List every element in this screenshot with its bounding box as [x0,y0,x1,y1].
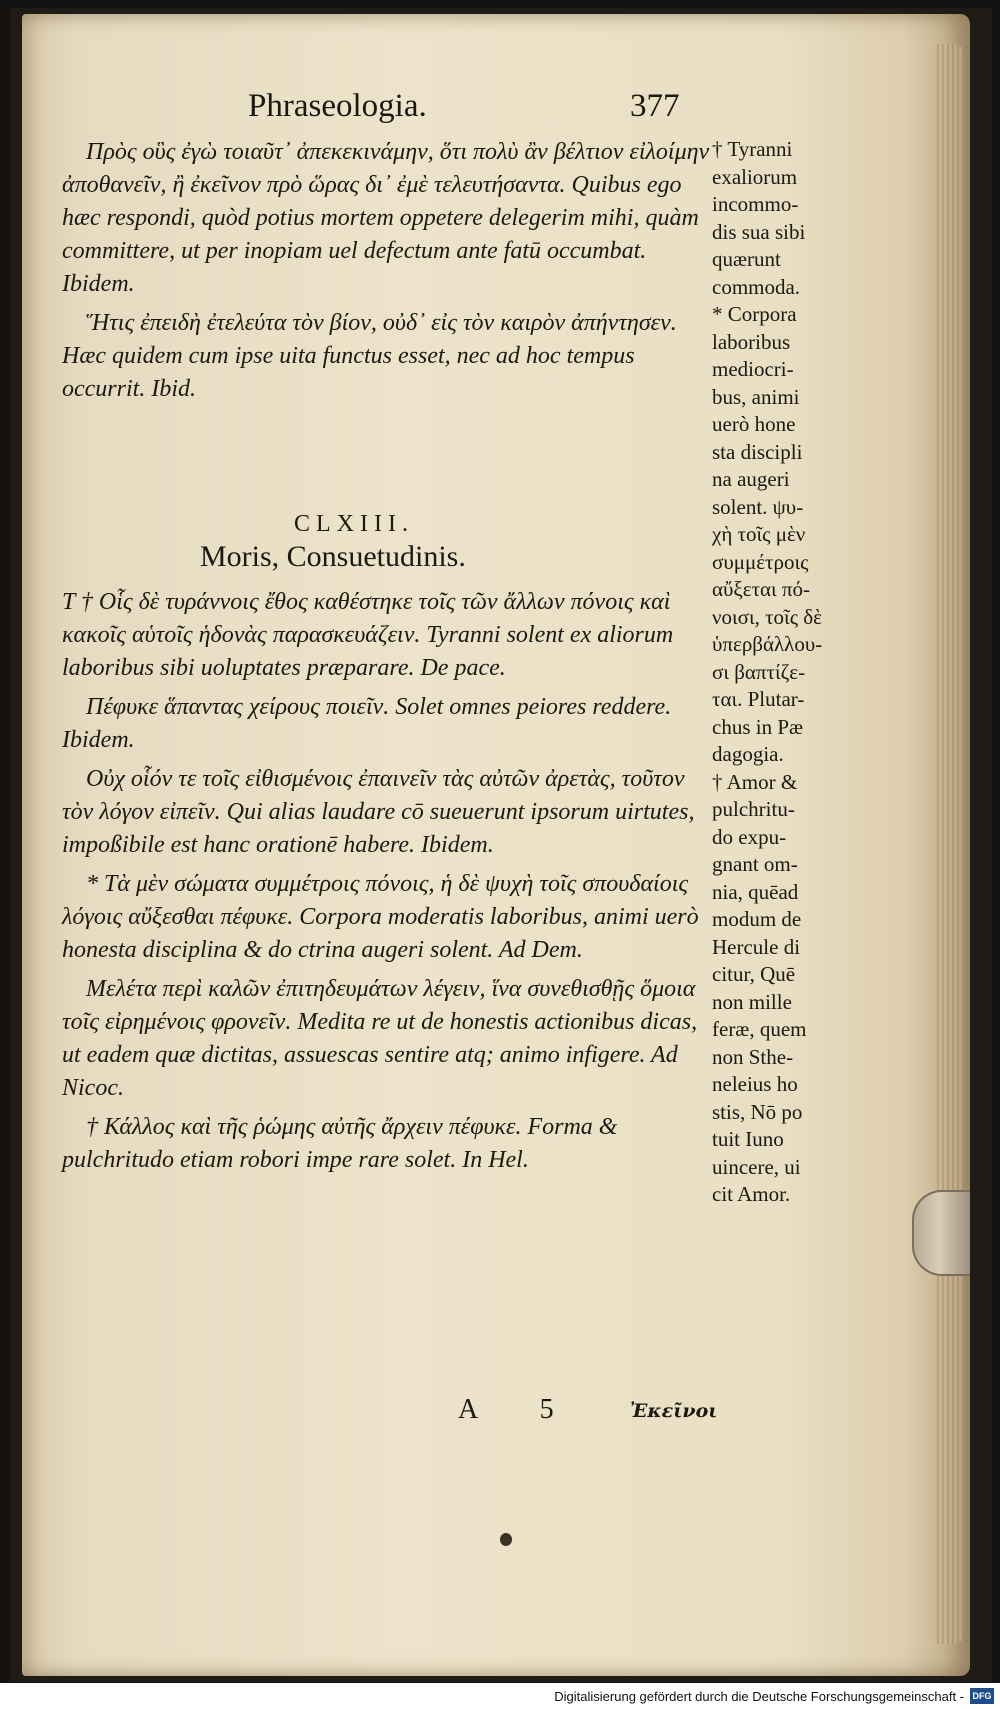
section-text-column [62,586,712,1183]
margin-note-line: ὑπερβάλλου- [712,632,823,656]
margin-note-line: nia, quēad [712,879,799,904]
margin-notes [712,136,862,1209]
margin-note-line: commoda. [712,274,801,299]
margin-note-line: modum de [712,907,802,931]
margin-note-line: dagogia. [712,742,784,766]
margin-note-line: uincere, ui [712,1154,801,1179]
margin-note-line: non mille [712,989,792,1014]
paragraph: T † Οἷς δὲ τυράννοις ἔθος καθέστηκε τοῖς τῶν ἄλλων πόνοις καὶ κακοῖς αὑτοῖς ἡδονὰς παρασκευάζειν. Tyranni solent ex aliorum laboribus sibi uoluptates præparare. De pace. [62,589,674,681]
paragraph: † Κάλλος καὶ τῆς ῥώμης αὐτῆς ἄρχειν πέφυκε. Forma & pulchritudo etiam robori impe rare solet. In Hel. [62,1114,618,1173]
margin-note-line: χὴ τοῖς μὲν [712,522,806,546]
page-edge [934,44,964,1644]
margin-note-line: cit Amor. [712,1182,791,1206]
margin-note-line: αὔξεται πό- [712,577,811,601]
margin-note-line: solent. ψυ- [712,494,804,519]
margin-note-line: citur, Quē [712,962,796,986]
margin-note-line: dis sua sibi [712,219,806,244]
margin-note-line: feræ, quem [712,1017,807,1041]
main-text-column [62,136,712,412]
margin-note-line: uerò hone [712,412,796,436]
margin-note-line: non Sthe- [712,1044,794,1069]
margin-note-line: stis, Nō po [712,1099,803,1124]
clasp [912,1190,970,1276]
paragraph: Μελέτα περὶ καλῶν ἐπιτηδευμάτων λέγειν, ἵνα συνεθισθῇς ὅμοια τοῖς εἰρημένοις φρονεῖν. Medita re ut de honestis actionibus dicas, ut eadem quæ dictitas, assuescas sentire atq; animo infigere. Ad Nicoc. [62,976,698,1101]
margin-note-line: gnant om- [712,852,798,876]
margin-note-line: * Corpora [712,302,797,326]
margin-note-line: tuit Iuno [712,1127,784,1151]
signature-mark: A 5 [458,1394,582,1425]
page-number: 377 [630,88,680,124]
margin-note-line: bus, animi [712,384,800,409]
ink-spot [500,1533,512,1546]
section-title: Moris, Consuetudinis. [200,540,466,573]
margin-note-line: neleius ho [712,1072,798,1096]
margin-note-line: σι βαπτίζε- [712,659,806,684]
running-title: Phraseologia. [248,88,427,124]
footer-text: Digitalisierung gefördert durch die Deutsche Forschungsgemeinschaft - [554,1688,964,1704]
margin-note-line: † Amor & [712,769,798,794]
margin-note-line: laboribus [712,329,791,354]
margin-note-line: do expu- [712,824,787,849]
paragraph: Οὐχ οἷόν τε τοῖς εἰθισμένοις ἐπαινεῖν τὰς αὐτῶν ἀρετὰς, τοῦτον τὸν λόγον εἰπεῖν. Qui alias laudare cō sueuerunt ipsorum uirtutes, impoßibile est hanc orationē habere. Ibidem. [62,766,695,858]
dfg-logo-icon: DFG [970,1688,994,1704]
margin-note-line: pulchritu- [712,797,795,821]
catchword: Ἐκεῖνοι [630,1400,718,1422]
paragraph: Πρὸς οὓς ἐγὼ τοιαῦτ᾽ ἀπεκεκινάμην, ὅτι πολὺ ἂν βέλτιον εἰλοίμην ἀποθανεῖν, ἢ ἐκεῖνον πρὸ ὥρας δι᾽ ἐμὲ τελευτήσαντα. Quibus ego hæc respondi, quòd potius mortem oppetere delegerim mihi, quàm committere, ut per inopiam uel defectum ante fatū occumbat. Ibidem. [62,139,710,297]
margin-note-line: na augeri [712,467,790,491]
margin-note-line: sta discipli [712,439,803,464]
digitization-footer [0,1683,1000,1709]
margin-note-line: exaliorum [712,164,798,189]
margin-note-line: incommo- [712,192,799,216]
margin-note-line: συμμέτροις [712,549,809,574]
margin-note-line: chus in Pæ [712,714,804,739]
paragraph: * Τὰ μὲν σώματα συμμέτροις πόνοις, ἡ δὲ ψυχὴ τοῖς σπουδαίοις λόγοις αὔξεσθαι πέφυκε. Corpora moderatis laboribus, animi uerò honesta disciplina & do ctrina augeri solent. Ad Dem. [62,871,699,963]
paragraph: Ἥτις ἐπειδὴ ἐτελεύτα τὸν βίον, οὐδ᾽ εἰς τὸν καιρὸν ἀπήντησεν. Hæc quidem cum ipse uita functus esset, nec ad hoc tempus occurrit. Ibid. [62,310,677,402]
margin-note-line: mediocri- [712,357,794,381]
margin-note-line: ται. Plutar- [712,687,805,711]
margin-note-line: † Tyranni [712,137,793,161]
section-number: CLXIII. [294,511,414,537]
paragraph: Πέφυκε ἅπαντας χείρους ποιεῖν. Solet omnes peiores reddere. Ibidem. [62,694,672,753]
margin-note-line: quærunt [712,247,781,271]
margin-note-line: νοισι, τοῖς δὲ [712,604,822,629]
margin-note-line: Hercule di [712,934,801,959]
